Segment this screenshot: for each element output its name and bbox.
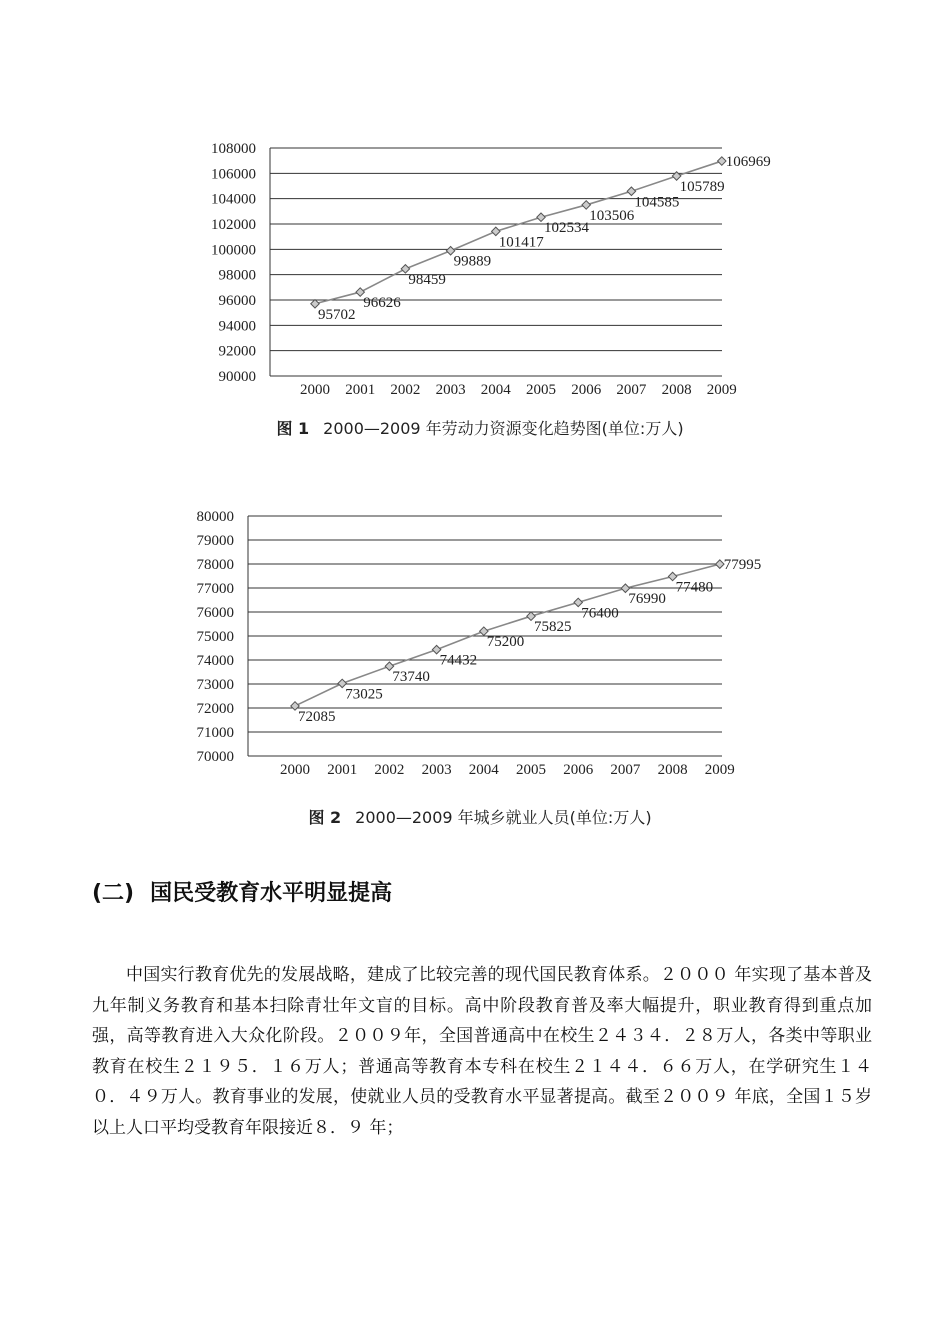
x-tick-label: 2008 (657, 762, 688, 778)
figure1-title: 2000—2009 年劳动力资源变化趋势图(单位:万人) (323, 419, 684, 438)
x-tick-label: 2003 (435, 382, 466, 398)
y-tick-label: 73000 (196, 677, 234, 693)
data-label: 104585 (634, 194, 680, 211)
body-paragraph: 中国实行教育优先的发展战略，建成了比较完善的现代国民教育体系。２０００ 年实现了基本普及九年制义务教育和基本扫除青壮年文盲的目标。高中阶段教育普及率大幅提升，职业教育得到重点加强，高等教育进入大众化阶段。２００９年，全国普通高中在校生２４３４．２８万人，各类中等职业教育在校生２１９５．１６万人；普通高等教育本专科在校生２１４４．６６万人，在学研究生１４０．４９万人。教育事业的发展，使就业人员的受教育水平显著提高。截至２００９ 年底，全国１５岁以上人口平均受教育年限接近８．９ 年； (92, 965, 872, 1138)
x-tick-label: 2006 (563, 762, 594, 778)
x-tick-label: 2009 (706, 382, 737, 398)
data-label: 76400 (581, 605, 619, 622)
y-tick-label: 80000 (196, 509, 234, 525)
y-tick-label: 75000 (196, 629, 234, 645)
x-tick-label: 2002 (390, 382, 421, 398)
data-point (716, 560, 724, 568)
data-label: 72085 (298, 708, 336, 725)
y-tick-label: 77000 (196, 581, 234, 597)
y-tick-label: 94000 (218, 318, 256, 335)
x-tick-label: 2009 (704, 762, 735, 778)
x-tick-label: 2000 (280, 762, 310, 778)
data-label: 103506 (589, 207, 635, 224)
data-label: 73740 (392, 669, 430, 686)
figure2-label: 图 2 (308, 808, 342, 827)
x-tick-label: 2007 (610, 762, 641, 778)
y-tick-label: 78000 (196, 557, 234, 573)
y-tick-label: 76000 (196, 605, 234, 621)
data-label: 98459 (408, 271, 446, 288)
y-tick-label: 96000 (218, 293, 256, 309)
x-tick-label: 2001 (345, 382, 376, 398)
section-number: (二) (92, 881, 135, 906)
data-label: 95702 (318, 306, 356, 323)
data-label: 105789 (679, 179, 725, 196)
y-tick-label: 70000 (196, 749, 234, 765)
section-title: 国民受教育水平明显提高 (150, 881, 393, 906)
x-tick-label: 2004 (480, 382, 511, 398)
x-tick-label: 2003 (421, 762, 452, 778)
figure2-caption (5, 805, 950, 828)
data-label: 77995 (723, 557, 762, 574)
x-tick-label: 2001 (327, 762, 358, 778)
data-label: 101417 (498, 234, 544, 251)
data-label: 102534 (544, 220, 589, 237)
figure1-caption (5, 416, 950, 439)
x-tick-label: 2008 (661, 382, 692, 398)
chart-labor-resources (0, 130, 950, 410)
y-tick-label: 90000 (218, 369, 256, 385)
y-tick-label: 92000 (218, 343, 256, 360)
y-tick-label: 79000 (196, 533, 234, 549)
y-tick-label: 71000 (196, 725, 234, 741)
y-tick-label: 102000 (211, 217, 256, 233)
data-label: 96626 (363, 295, 401, 312)
data-label: 106969 (725, 154, 771, 171)
data-point (718, 157, 726, 165)
y-tick-label: 72000 (196, 701, 234, 717)
y-tick-label: 74000 (196, 653, 234, 669)
x-tick-label: 2005 (526, 382, 556, 398)
data-label: 73025 (345, 686, 383, 703)
data-label: 74432 (439, 652, 478, 669)
y-tick-label: 108000 (211, 141, 256, 157)
y-tick-label: 106000 (211, 166, 256, 183)
section-heading (92, 876, 392, 907)
x-tick-label: 2002 (374, 762, 405, 778)
x-tick-label: 2000 (300, 382, 330, 398)
data-label: 99889 (453, 253, 492, 270)
data-label: 75825 (534, 619, 572, 636)
y-tick-label: 104000 (211, 191, 256, 208)
x-tick-label: 2007 (616, 382, 647, 398)
x-tick-label: 2006 (571, 382, 602, 398)
x-tick-label: 2005 (516, 762, 546, 778)
chart-employed-persons (0, 500, 950, 800)
figure1-label: 图 1 (276, 419, 310, 438)
figure2-title: 2000—2009 年城乡就业人员(单位:万人) (355, 808, 652, 827)
y-tick-label: 100000 (211, 242, 256, 259)
data-label: 77480 (675, 579, 714, 596)
y-tick-label: 98000 (218, 267, 256, 284)
data-label: 75200 (486, 634, 525, 651)
x-tick-label: 2004 (468, 762, 499, 778)
series-line (315, 161, 722, 304)
data-label: 76990 (628, 591, 666, 608)
